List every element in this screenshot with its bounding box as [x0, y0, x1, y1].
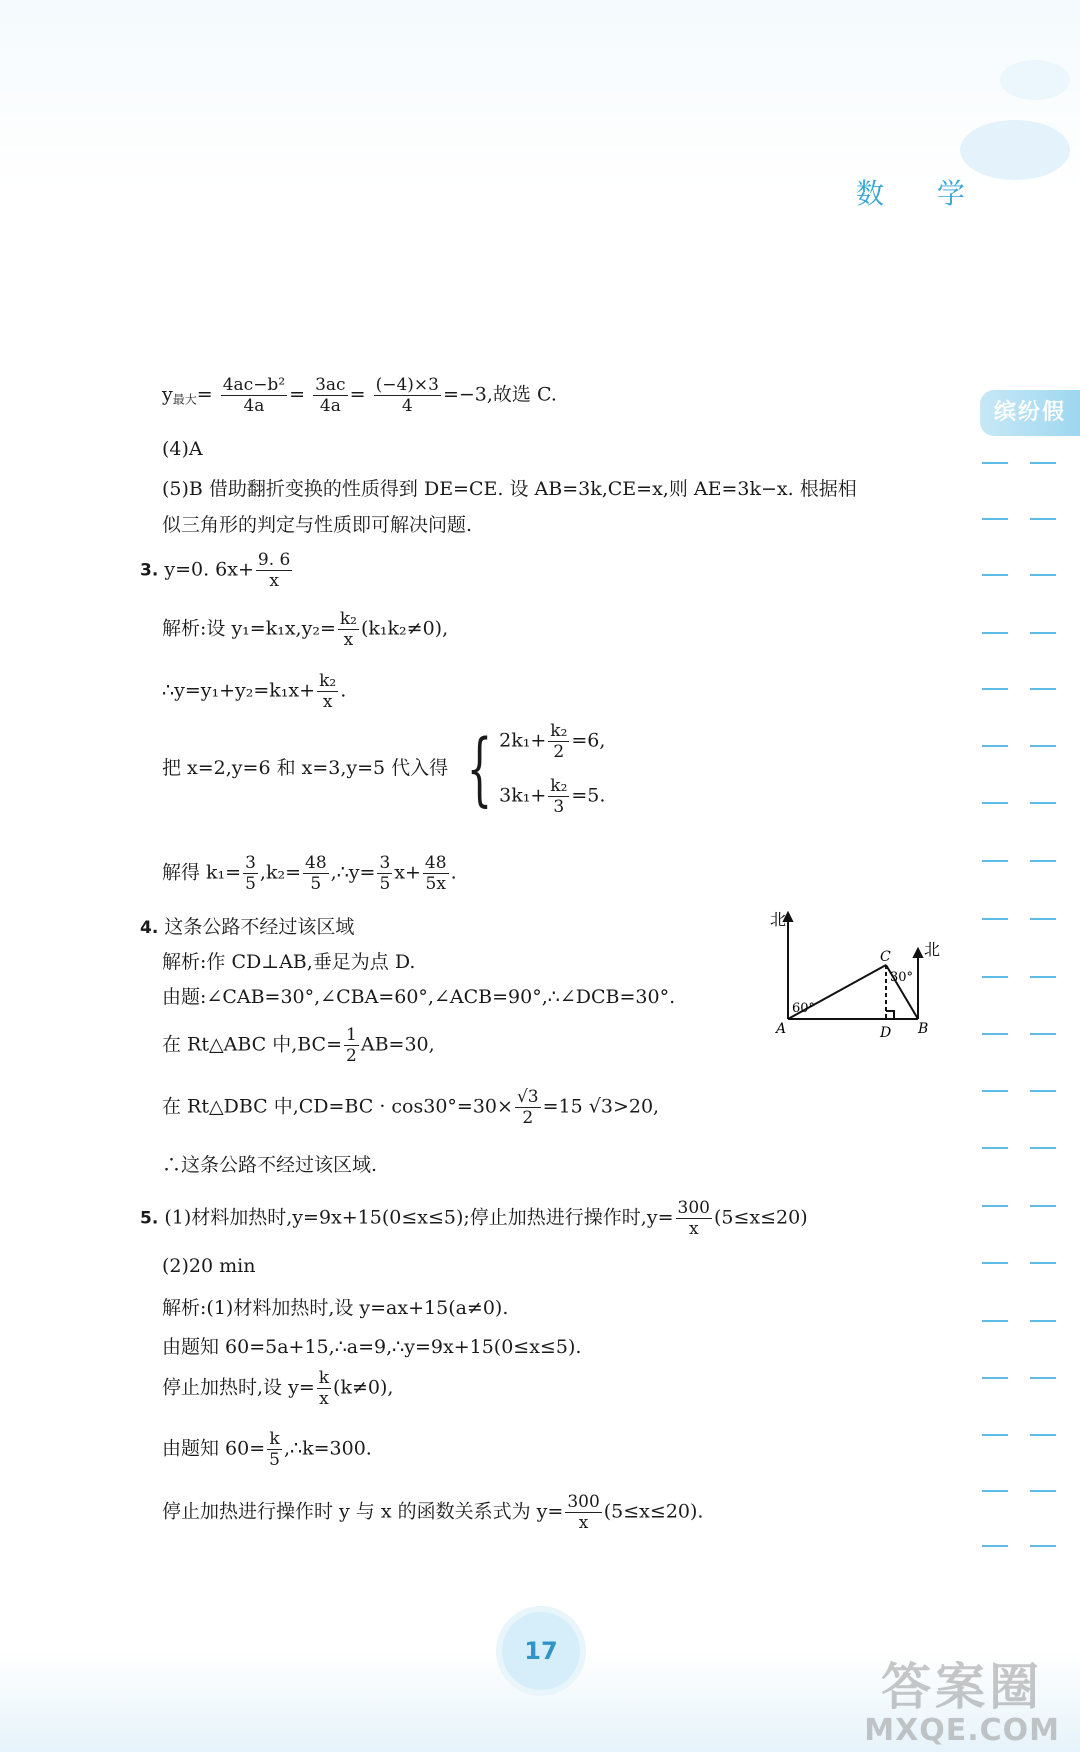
watermark: 答案圈 MXQE.COM — [864, 1658, 1060, 1748]
angle-label: 30° — [890, 970, 914, 985]
page-number: 17 — [502, 1612, 580, 1690]
problem-5-stop: 停止加热时,设 y= $\frac{k}{x}$ (k≠0), — [162, 1368, 394, 1409]
problem-4-angles: 由题:∠CAB=30°,∠CBA=60°,∠ACB=90°,∴∠DCB=30°. — [162, 986, 676, 1008]
problem-4-analysis: 解析:作 CD⊥AB,垂足为点 D. — [162, 951, 416, 973]
answer-5-line1: (5)B 借助翻折变换的性质得到 DE=CE. 设 AB=3k,CE=x,则 AE=3k−x. 根据相 — [162, 478, 857, 500]
problem-3-analysis: 解析:设 y₁=k₁x,y₂= $\frac{\text{k₂}}{x}$ (k₁k₂≠0), — [162, 609, 449, 650]
problem-3-solution: 解得 k₁= $\frac{3}{5}$ ,k₂= $\frac{48}{5}$ ,∴y= $\frac{3}{5}$ x+ $\frac{48}{5x}$ . — [162, 853, 457, 894]
problem-5-k: 由题知 60= $\frac{k}{5}$ ,∴k=300. — [162, 1429, 372, 1470]
point-label: C — [880, 949, 891, 965]
problem-3-system: 把 x=2,y=6 和 x=3,y=5 代入得 { 2k₁+ $\frac{\text{k₂}}{2}$ =6, 3k₁+ $\frac{\text{k₂}}{3}$ =5. — [162, 721, 606, 817]
problem-5-part2: (2)20 min — [162, 1255, 256, 1277]
problem-5-relation: 停止加热进行操作时 y 与 x 的函数关系式为 y= $\frac{300}{x}$ (5≤x≤20). — [162, 1492, 704, 1533]
problem-4-bc: 在 Rt△ABC 中,BC= $\frac{1}{2}$ AB=30, — [162, 1025, 435, 1066]
problem-3-sum: ∴y=y₁+y₂=k₁x+ $\frac{\text{k₂}}{x}$ . — [162, 671, 347, 712]
triangle-figure — [768, 905, 948, 1040]
answer-5-line2: 似三角形的判定与性质即可解决问题. — [162, 514, 473, 536]
problem-5-analysis: 解析:(1)材料加热时,设 y=ax+15(a≠0). — [162, 1297, 509, 1319]
header-decoration — [0, 0, 1080, 190]
angle-label: 60° — [792, 1001, 816, 1016]
subject-title: 数 学 — [856, 177, 987, 210]
problem-3-answer: 3. y=0. 6x+ $\frac{9. 6}{x}$ — [140, 550, 291, 591]
point-label: B — [918, 1021, 929, 1037]
side-tab: 缤纷假 — [980, 390, 1080, 436]
point-label: D — [880, 1025, 892, 1040]
ymax-line: $y_{最大}=$ $\frac{\text{4ac−b²}}{4a}$ = $\frac{3ac}{4a}$ = $\frac{(-4)\times 3}{4}$ =−3,故选 C. — [162, 375, 557, 416]
answer-4: (4)A — [162, 438, 203, 460]
problem-4-cd: 在 Rt△DBC 中,CD=BC · cos30°=30× $\frac{√3}{2}$ =15 √3>20, — [162, 1087, 660, 1128]
problem-5-heat: 由题知 60=5a+15,∴a=9,∴y=9x+15(0≤x≤5). — [162, 1336, 582, 1358]
point-label: A — [776, 1021, 787, 1037]
north-label: 北 — [770, 910, 787, 929]
cloud-decoration — [1000, 60, 1070, 100]
problem-5-answer: 5. (1)材料加热时,y=9x+15(0≤x≤5);停止加热进行操作时,y= $\frac{300}{x}$ (5≤x≤20) — [140, 1198, 808, 1239]
problem-4-answer: 4. 这条公路不经过该区域 — [140, 916, 355, 938]
cloud-decoration — [960, 120, 1070, 180]
problem-4-conclusion: ∴这条公路不经过该区域. — [162, 1154, 378, 1176]
north-label: 北 — [924, 940, 941, 959]
